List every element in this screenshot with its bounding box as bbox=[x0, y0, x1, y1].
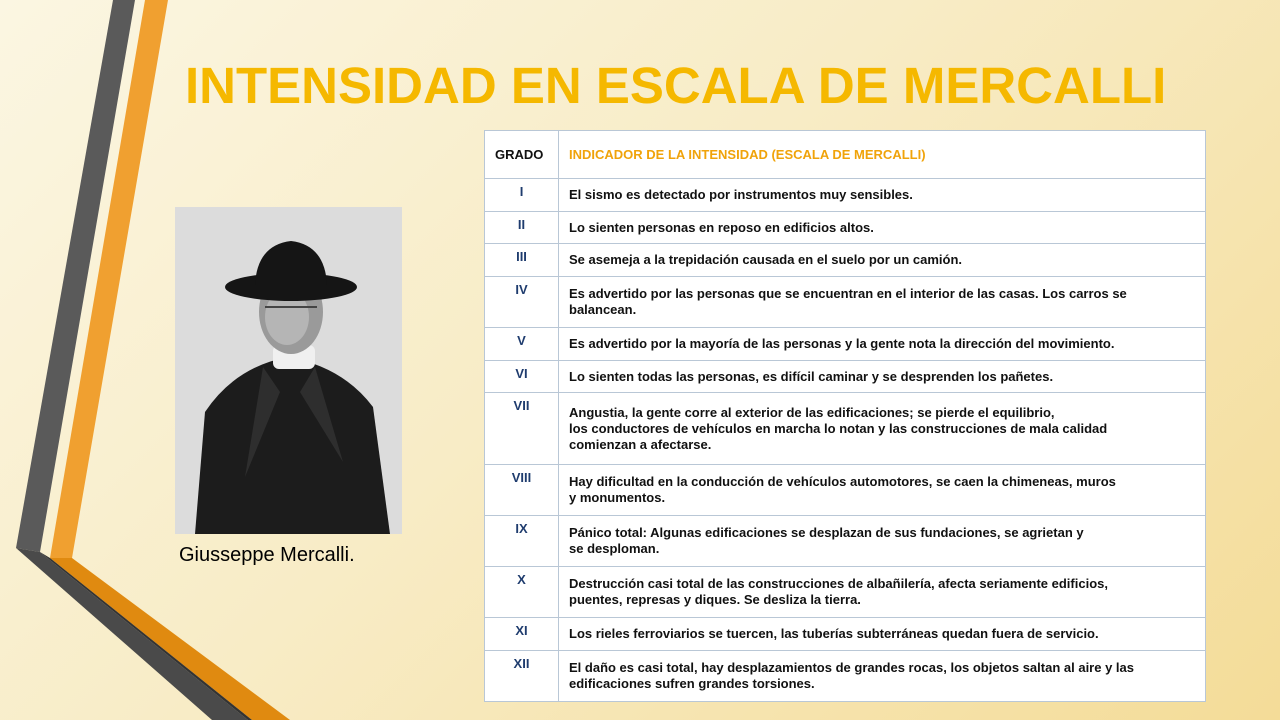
table-row bbox=[485, 567, 1206, 618]
description-line: se desploman. bbox=[569, 541, 660, 557]
description-line: Destrucción casi total de las construcciones de albañilería, afecta seriamente edificios, bbox=[569, 576, 1108, 592]
header-grado: GRADO bbox=[485, 131, 559, 179]
grado-cell: VI bbox=[485, 360, 559, 393]
description-line: Hay dificultad en la conducción de vehículos automotores, se caen la chimeneas, muros bbox=[569, 474, 1116, 490]
description-cell bbox=[559, 277, 1206, 328]
description-line: Se asemeja a la trepidación causada en el suelo por un camión. bbox=[569, 252, 963, 268]
description-line: comienzan a afectarse. bbox=[569, 436, 712, 452]
description-line: Lo sienten personas en reposo en edificios altos. bbox=[569, 219, 874, 235]
dark-stripe-shadow bbox=[40, 552, 252, 720]
description-line: los conductores de vehículos en marcha lo notan y las construcciones de mala calidad bbox=[569, 420, 1108, 436]
table-header-row bbox=[485, 131, 1206, 179]
table-row bbox=[485, 277, 1206, 328]
description-cell bbox=[559, 179, 1206, 212]
mercalli-table bbox=[484, 130, 1206, 702]
orange-stripe-lower bbox=[50, 558, 290, 720]
description-line: El daño es casi total, hay desplazamientos de grandes rocas, los objetos saltan al aire y las bbox=[569, 659, 1134, 675]
description-cell bbox=[559, 650, 1206, 701]
description-line: Los rieles ferroviarios se tuercen, las tuberías subterráneas quedan fuera de servicio. bbox=[569, 626, 1099, 642]
table-row bbox=[485, 360, 1206, 393]
description-cell bbox=[559, 465, 1206, 516]
table-row bbox=[485, 465, 1206, 516]
description-cell bbox=[559, 567, 1206, 618]
description-line: Es advertido por la mayoría de las personas y la gente nota la dirección del movimiento. bbox=[569, 335, 1115, 351]
grado-cell: VII bbox=[485, 393, 559, 465]
description-cell bbox=[559, 360, 1206, 393]
table-row bbox=[485, 618, 1206, 651]
table-row bbox=[485, 244, 1206, 277]
portrait-photo bbox=[175, 207, 402, 534]
description-cell bbox=[559, 211, 1206, 244]
description-cell bbox=[559, 618, 1206, 651]
grado-cell: IV bbox=[485, 277, 559, 328]
table-row bbox=[485, 328, 1206, 361]
grado-cell: X bbox=[485, 567, 559, 618]
grado-cell: III bbox=[485, 244, 559, 277]
description-line: Pánico total: Algunas edificaciones se desplazan de sus fundaciones, se agrietan y bbox=[569, 525, 1084, 541]
description-line: Es advertido por las personas que se encuentran en el interior de las casas. Los carros se bbox=[569, 286, 1127, 302]
description-line: balancean. bbox=[569, 302, 637, 318]
grado-cell: IX bbox=[485, 516, 559, 567]
slide-title: INTENSIDAD EN ESCALA DE MERCALLI bbox=[185, 57, 1167, 114]
table-row bbox=[485, 393, 1206, 465]
table-row bbox=[485, 211, 1206, 244]
table-row bbox=[485, 516, 1206, 567]
grado-cell: VIII bbox=[485, 465, 559, 516]
grado-cell: XII bbox=[485, 650, 559, 701]
table-row bbox=[485, 650, 1206, 701]
photo-caption: Giusseppe Mercalli. bbox=[179, 544, 355, 566]
grado-cell: XI bbox=[485, 618, 559, 651]
header-indicador: INDICADOR DE LA INTENSIDAD (ESCALA DE MERCALLI) bbox=[559, 131, 1206, 179]
description-line: puentes, represas y diques. Se desliza la tierra. bbox=[569, 592, 861, 608]
description-cell bbox=[559, 516, 1206, 567]
description-line: Lo sienten todas las personas, es difícil caminar y se desprenden los pañetes. bbox=[569, 368, 1054, 384]
description-line: y monumentos. bbox=[569, 490, 666, 506]
gray-stripe-lower bbox=[16, 548, 248, 720]
description-cell bbox=[559, 244, 1206, 277]
description-cell bbox=[559, 393, 1206, 465]
description-line: edificaciones sufren grandes torsiones. bbox=[569, 675, 815, 691]
grado-cell: II bbox=[485, 211, 559, 244]
person-silhouette bbox=[175, 207, 402, 534]
grado-cell: V bbox=[485, 328, 559, 361]
description-line: El sismo es detectado por instrumentos muy sensibles. bbox=[569, 186, 913, 202]
table-row bbox=[485, 179, 1206, 212]
description-line: Angustia, la gente corre al exterior de las edificaciones; se pierde el equilibrio, bbox=[569, 404, 1055, 420]
description-cell bbox=[559, 328, 1206, 361]
grado-cell: I bbox=[485, 179, 559, 212]
